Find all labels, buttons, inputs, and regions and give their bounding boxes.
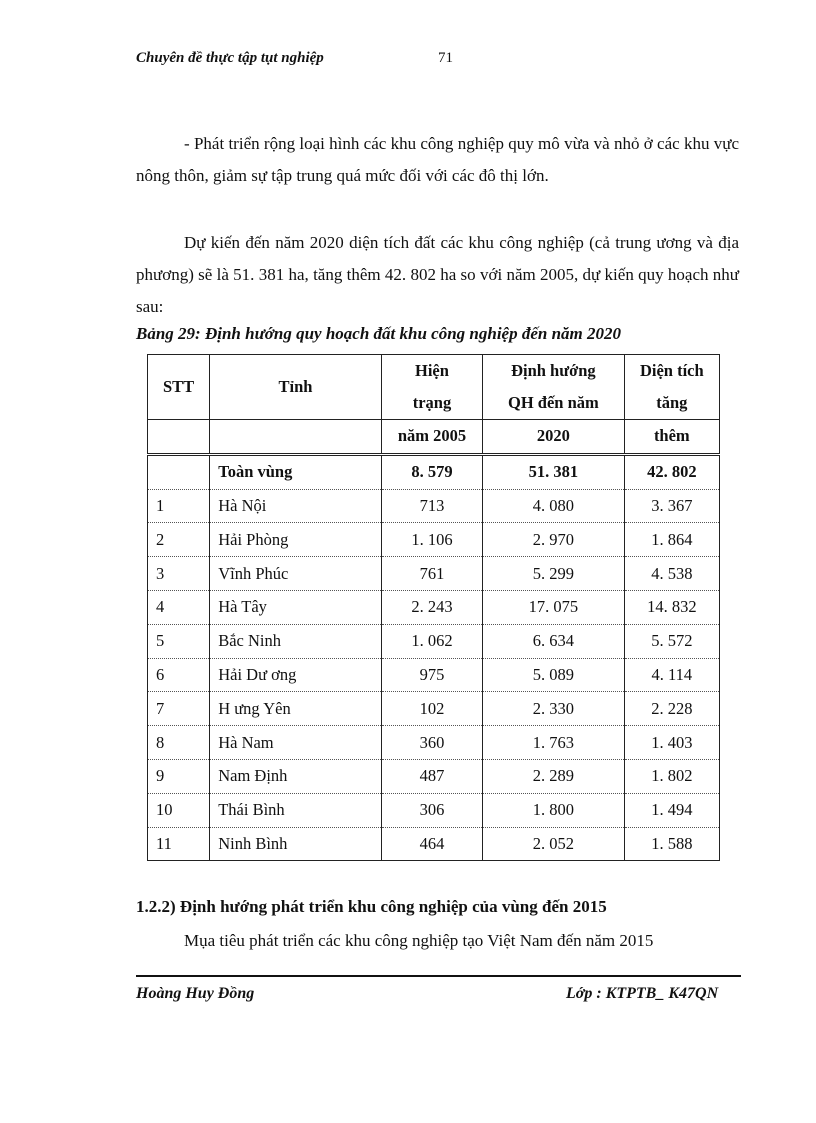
row-current: 2. 243 [381,590,482,624]
row-current: 1. 106 [381,523,482,557]
row-stt: 6 [148,658,210,692]
table-row-total [148,454,720,489]
row-province: Thái Bình [210,793,382,827]
table-row [148,590,720,624]
total-name: Toàn vùng [210,454,382,489]
table-row [148,692,720,726]
header-current-line2: trạng [412,393,452,412]
total-plan: 51. 381 [483,454,624,489]
row-province: Hà Nam [210,726,382,760]
row-plan: 2. 052 [483,827,624,861]
row-plan: 2. 330 [483,692,624,726]
table-row [148,489,720,523]
row-current: 487 [381,759,482,793]
row-province: Hải Phòng [210,523,382,557]
row-plan: 4. 080 [483,489,624,523]
row-province: Ninh Bình [210,827,382,861]
row-increase: 1. 494 [624,793,719,827]
row-increase: 4. 114 [624,658,719,692]
row-plan: 6. 634 [483,624,624,658]
paragraph-forecast-2020: Dự kiến đến năm 2020 diện tích đất các khu công nghiệp (cả trung ương và địa phương) sẽ là 51. 381 ha, tăng thêm 42. 802 ha so với năm 2005, dự kiến quy hoạch như sau: [136,233,739,316]
table-row [148,726,720,760]
total-stt [148,454,210,489]
header-sub-empty-province [210,420,382,455]
header-plan-line1: Định hướng [511,361,596,380]
row-increase: 4. 538 [624,557,719,591]
footer-divider [136,975,741,977]
row-stt: 9 [148,759,210,793]
header-increase-line3: thêm [624,420,719,455]
row-province: Hà Tây [210,590,382,624]
header-current [381,355,482,420]
row-current: 1. 062 [381,624,482,658]
land-planning-table [147,354,720,861]
row-stt: 8 [148,726,210,760]
header-current-line1: Hiện [415,361,449,380]
row-plan: 5. 089 [483,658,624,692]
header-increase [624,355,719,420]
row-current: 360 [381,726,482,760]
row-plan: 17. 075 [483,590,624,624]
row-increase: 2. 228 [624,692,719,726]
row-province: H ưng Yên [210,692,382,726]
row-stt: 10 [148,793,210,827]
table-row [148,658,720,692]
footer-author: Hoàng Huy Đồng [136,985,255,1002]
table-row [148,557,720,591]
table-row [148,523,720,557]
footer-class: Lớp : KTPTB_ K47QN [566,985,719,1002]
table-row [148,827,720,861]
row-current: 306 [381,793,482,827]
total-current: 8. 579 [381,454,482,489]
header-plan [483,355,624,420]
paragraph-industrial-zones: - Phát triển rộng loại hình các khu công nghiệp quy mô vừa và nhỏ ở các khu vực nông thôn, giảm sự tập trung quá mức đối với các đô thị lớn. [136,134,739,185]
header-increase-line1: Diện tích [639,361,704,380]
row-stt: 3 [148,557,210,591]
row-current: 975 [381,658,482,692]
row-plan: 5. 299 [483,557,624,591]
header-stt: STT [148,355,210,420]
row-stt: 2 [148,523,210,557]
page-number: 71 [438,50,453,66]
row-plan: 1. 763 [483,726,624,760]
row-plan: 2. 970 [483,523,624,557]
row-province: Bắc Ninh [210,624,382,658]
row-province: Hải Dư ơng [210,658,382,692]
row-plan: 1. 800 [483,793,624,827]
table-caption: Bảng 29: Định hướng quy hoạch đất khu công nghiệp đến năm 2020 [136,324,622,343]
total-increase: 42. 802 [624,454,719,489]
table-row [148,793,720,827]
row-increase: 1. 864 [624,523,719,557]
row-stt: 11 [148,827,210,861]
row-stt: 7 [148,692,210,726]
row-increase: 1. 588 [624,827,719,861]
header-increase-line2: tăng [656,393,688,412]
row-stt: 1 [148,489,210,523]
section-paragraph: Mụa tiêu phát triển các khu công nghiệp tạo Việt Nam đến năm 2015 [184,931,654,950]
row-increase: 1. 802 [624,759,719,793]
row-current: 713 [381,489,482,523]
row-plan: 2. 289 [483,759,624,793]
row-stt: 5 [148,624,210,658]
row-current: 761 [381,557,482,591]
row-province: Nam Định [210,759,382,793]
table-header-row [148,355,720,420]
header-plan-line2: QH đến năm [507,393,599,412]
row-province: Vĩnh Phúc [210,557,382,591]
row-increase: 5. 572 [624,624,719,658]
header-plan-year: 2020 [483,420,624,455]
section-heading: 1.2.2) Định hướng phát triển khu công nghiệp của vùng đến 2015 [136,897,607,916]
table-row [148,624,720,658]
row-increase: 3. 367 [624,489,719,523]
row-current: 464 [381,827,482,861]
running-header: Chuyên đề thực tập tụt nghiệp [136,50,324,66]
table-header-subrow [148,420,720,455]
row-increase: 14. 832 [624,590,719,624]
header-province: Tỉnh [210,355,382,420]
row-province: Hà Nội [210,489,382,523]
table-row [148,759,720,793]
row-current: 102 [381,692,482,726]
header-sub-empty-stt [148,420,210,455]
header-current-year: năm 2005 [381,420,482,455]
row-increase: 1. 403 [624,726,719,760]
row-stt: 4 [148,590,210,624]
